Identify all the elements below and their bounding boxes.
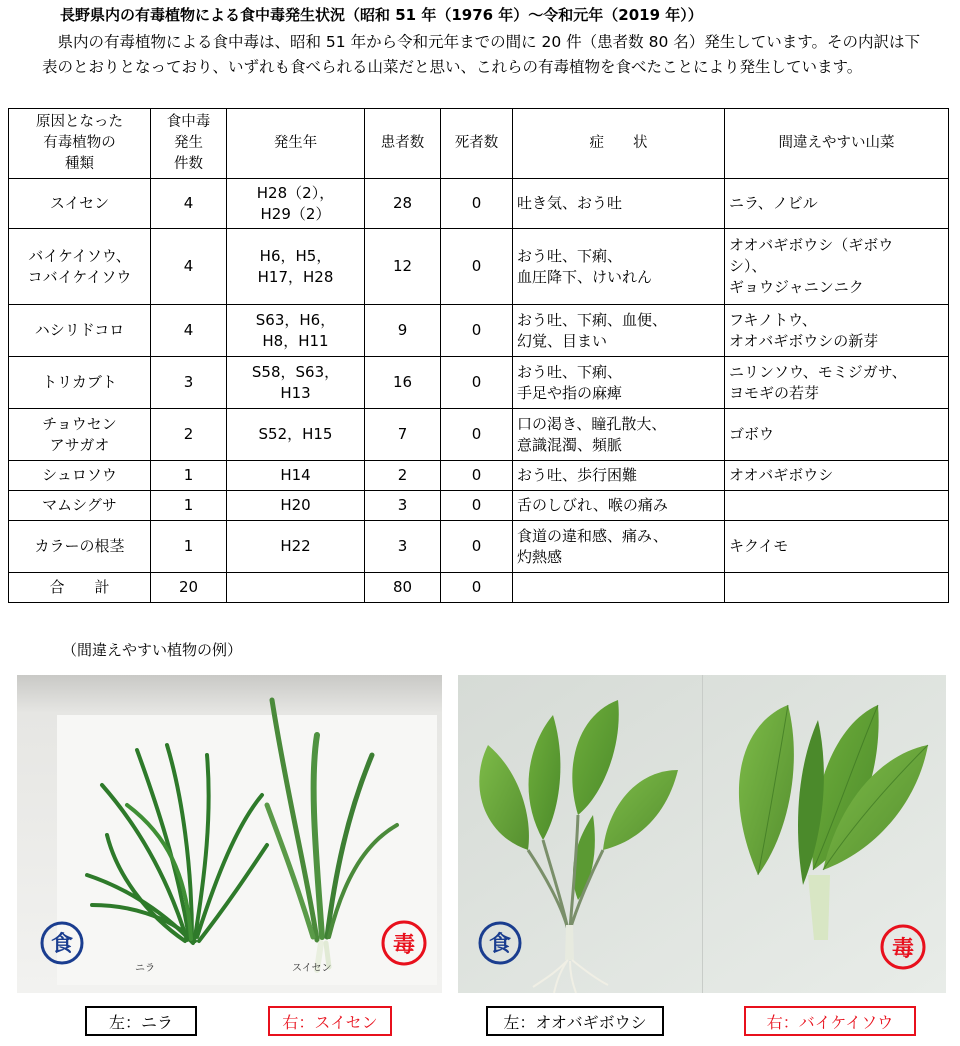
cell-confused: [725, 409, 949, 461]
table-row: [9, 357, 949, 409]
cell-symptoms-line: 食道の違和感、痛み、: [517, 526, 668, 545]
cell-symptoms: [513, 305, 725, 357]
cell-plant-line: トリカブト: [42, 373, 117, 391]
cell-plant: [9, 357, 151, 409]
intro-paragraph: 県内の有毒植物による食中毒は、昭和 51 年から令和元年までの間に 20 件（患者数 80 名）発生しています。その内訳は下表のとおりとなっており、いずれも食べられる山菜だと思い、これらの有毒植物を食べたことにより発生しています。: [42, 33, 920, 76]
cell-plant: [9, 305, 151, 357]
table-row: [9, 461, 949, 491]
cell-count: 4: [151, 305, 227, 357]
cell-years-line: H14: [280, 466, 311, 484]
cell-confused: [725, 305, 949, 357]
cell-confused: [725, 521, 949, 573]
cell-deaths: 0: [441, 179, 513, 229]
cell-symptoms: [513, 229, 725, 305]
cell-years-line: H29（2）: [260, 204, 331, 223]
cell-years-line: H6，H5，: [259, 246, 332, 265]
page-title: 長野県内の有毒植物による食中毒発生状況（昭和 51 年（1976 年）〜令和元年（2019 年））: [60, 6, 703, 24]
table-row: [9, 305, 949, 357]
svg-text:毒: 毒: [891, 937, 915, 962]
cell-confused-line: シ）、: [729, 257, 767, 275]
cell-deaths: 0: [441, 461, 513, 491]
cell-count: 2: [151, 409, 227, 461]
cell-patients: 2: [365, 461, 441, 491]
table-header-row: [9, 109, 949, 179]
header-line: 原因となった: [36, 114, 123, 130]
cell-symptoms: [513, 409, 725, 461]
cell-count: 1: [151, 491, 227, 521]
cell-confused-line: オオバギボウシの新芽: [729, 331, 879, 350]
label-suisen: 右：スイセン: [268, 1006, 392, 1036]
header-years: 発生年: [227, 109, 365, 179]
photo-giboushi-baikeisou: [458, 675, 946, 993]
cell-symptoms-line: 血圧降下、けいれん: [517, 267, 653, 286]
cell-years: [227, 491, 365, 521]
header-line: 件数: [174, 156, 203, 172]
header-deaths: 死者数: [441, 109, 513, 179]
header-count: [151, 109, 227, 179]
total-confused: [725, 573, 949, 603]
cell-symptoms: [513, 461, 725, 491]
cell-confused: [725, 357, 949, 409]
cell-years: [227, 229, 365, 305]
cell-confused-line: ニリンソウ、モミジガサ、: [729, 362, 907, 381]
cell-symptoms-line: 吐き気、おう吐: [517, 194, 623, 212]
total-years: [227, 573, 365, 603]
cell-years: [227, 357, 365, 409]
cell-years-line: H17，H28: [257, 267, 334, 286]
cell-plant: [9, 521, 151, 573]
cell-symptoms-line: 幻覚、目まい: [517, 331, 608, 350]
cell-years-line: H22: [280, 537, 311, 555]
header-symptoms: 症 状: [513, 109, 725, 179]
cell-deaths: 0: [441, 491, 513, 521]
total-patients: 80: [365, 573, 441, 603]
total-count: 20: [151, 573, 227, 603]
cell-symptoms: [513, 521, 725, 573]
total-label: 合 計: [9, 573, 151, 603]
cell-symptoms-line: 意識混濁、頻脈: [517, 435, 623, 454]
total-symptoms: [513, 573, 725, 603]
cell-years-line: H8，H11: [262, 331, 329, 350]
cell-plant: [9, 409, 151, 461]
svg-text:食: 食: [50, 932, 74, 957]
cell-symptoms-line: おう吐、下痢、血便、: [517, 310, 668, 329]
cell-confused-line: オオバギボウシ（ギボウ: [729, 236, 894, 254]
cell-years: [227, 409, 365, 461]
label-nira: 左：ニラ: [85, 1006, 197, 1036]
table-row: [9, 491, 949, 521]
cell-confused-line: キクイモ: [729, 537, 789, 555]
label-baikeisou: 右：バイケイソウ: [744, 1006, 916, 1036]
header-line: 食中毒: [166, 114, 211, 130]
cell-plant-line: カラーの根茎: [34, 537, 125, 555]
cell-symptoms-line: 舌のしびれ、喉の痛み: [517, 496, 668, 514]
cell-years: [227, 305, 365, 357]
cell-deaths: 0: [441, 305, 513, 357]
photo-nira-suisen: [17, 675, 442, 993]
cell-plant-line: アサガオ: [49, 435, 110, 454]
cell-years-line: S58，S63，: [251, 362, 340, 381]
cell-confused-line: フキノトウ、: [729, 310, 817, 329]
total-row: [9, 573, 949, 603]
cell-plant-line: バイケイソウ、: [28, 246, 131, 265]
cell-years-line: H13: [280, 383, 311, 402]
cell-symptoms-line: 灼熱感: [517, 547, 563, 566]
table-row: [9, 179, 949, 229]
cell-confused: [725, 491, 949, 521]
cell-symptoms-line: 手足や指の麻痺: [517, 383, 623, 402]
cell-patients: 12: [365, 229, 441, 305]
cell-years: [227, 179, 365, 229]
cell-symptoms-line: 口の渇き、瞳孔散大、: [517, 414, 667, 433]
cell-plant: [9, 229, 151, 305]
total-deaths: 0: [441, 573, 513, 603]
cell-count: 1: [151, 461, 227, 491]
cell-years-line: S63，H6，: [255, 310, 336, 329]
header-plant: [9, 109, 151, 179]
cell-deaths: 0: [441, 229, 513, 305]
cell-count: 4: [151, 179, 227, 229]
cell-years: [227, 521, 365, 573]
cell-count: 3: [151, 357, 227, 409]
cell-patients: 3: [365, 521, 441, 573]
cell-patients: 3: [365, 491, 441, 521]
cell-plant-line: シュロソウ: [42, 466, 117, 484]
handwritten-suisen: スイセン: [292, 963, 332, 974]
handwritten-nira: ニラ: [135, 963, 155, 974]
cell-patients: 28: [365, 179, 441, 229]
cell-symptoms: [513, 179, 725, 229]
cell-years: [227, 461, 365, 491]
cell-symptoms: [513, 491, 725, 521]
cell-deaths: 0: [441, 357, 513, 409]
cell-confused-line: オオバギボウシ: [729, 466, 834, 484]
cell-confused: [725, 461, 949, 491]
cell-confused-line: ゴボウ: [729, 425, 775, 443]
example-caption: （間違えやすい植物の例）: [62, 641, 243, 659]
cell-confused-line: ニラ、ノビル: [729, 194, 818, 212]
cell-plant-line: コバイケイソウ: [27, 267, 132, 286]
header-line: 種類: [65, 156, 94, 172]
cell-confused-line: ヨモギの若芽: [729, 383, 820, 402]
cell-symptoms: [513, 357, 725, 409]
label-oobagiboushi: 左：オオバギボウシ: [486, 1006, 664, 1036]
header-line: 有毒植物の: [43, 135, 116, 151]
cell-symptoms-line: おう吐、下痢、: [517, 362, 623, 381]
cell-confused: [725, 179, 949, 229]
cell-years-line: H28（2），: [256, 183, 335, 202]
cell-plant-line: ハシリドコロ: [34, 321, 125, 339]
poisoning-table: [8, 108, 949, 603]
cell-patients: 7: [365, 409, 441, 461]
cell-count: 4: [151, 229, 227, 305]
svg-text:食: 食: [488, 932, 512, 957]
cell-patients: 9: [365, 305, 441, 357]
cell-count: 1: [151, 521, 227, 573]
header-confused: 間違えやすい山菜: [725, 109, 949, 179]
svg-text:毒: 毒: [392, 933, 416, 958]
cell-plant-line: チョウセン: [42, 414, 117, 433]
cell-confused-line: ギョウジャニンニク: [729, 278, 864, 296]
cell-deaths: 0: [441, 409, 513, 461]
cell-patients: 16: [365, 357, 441, 409]
cell-deaths: 0: [441, 521, 513, 573]
cell-plant: [9, 461, 151, 491]
table-row: [9, 229, 949, 305]
cell-years-line: H20: [280, 496, 311, 514]
header-line: 発生: [174, 135, 203, 151]
cell-plant: [9, 491, 151, 521]
cell-symptoms-line: おう吐、下痢、: [517, 246, 623, 265]
cell-symptoms-line: おう吐、歩行困難: [517, 466, 638, 484]
cell-years-line: S52，H15: [258, 425, 333, 443]
cell-plant: [9, 179, 151, 229]
cell-confused: [725, 229, 949, 305]
table-row: [9, 521, 949, 573]
cell-plant-line: マムシグサ: [42, 496, 117, 514]
table-row: [9, 409, 949, 461]
cell-plant-line: スイセン: [49, 194, 110, 212]
header-patients: 患者数: [365, 109, 441, 179]
